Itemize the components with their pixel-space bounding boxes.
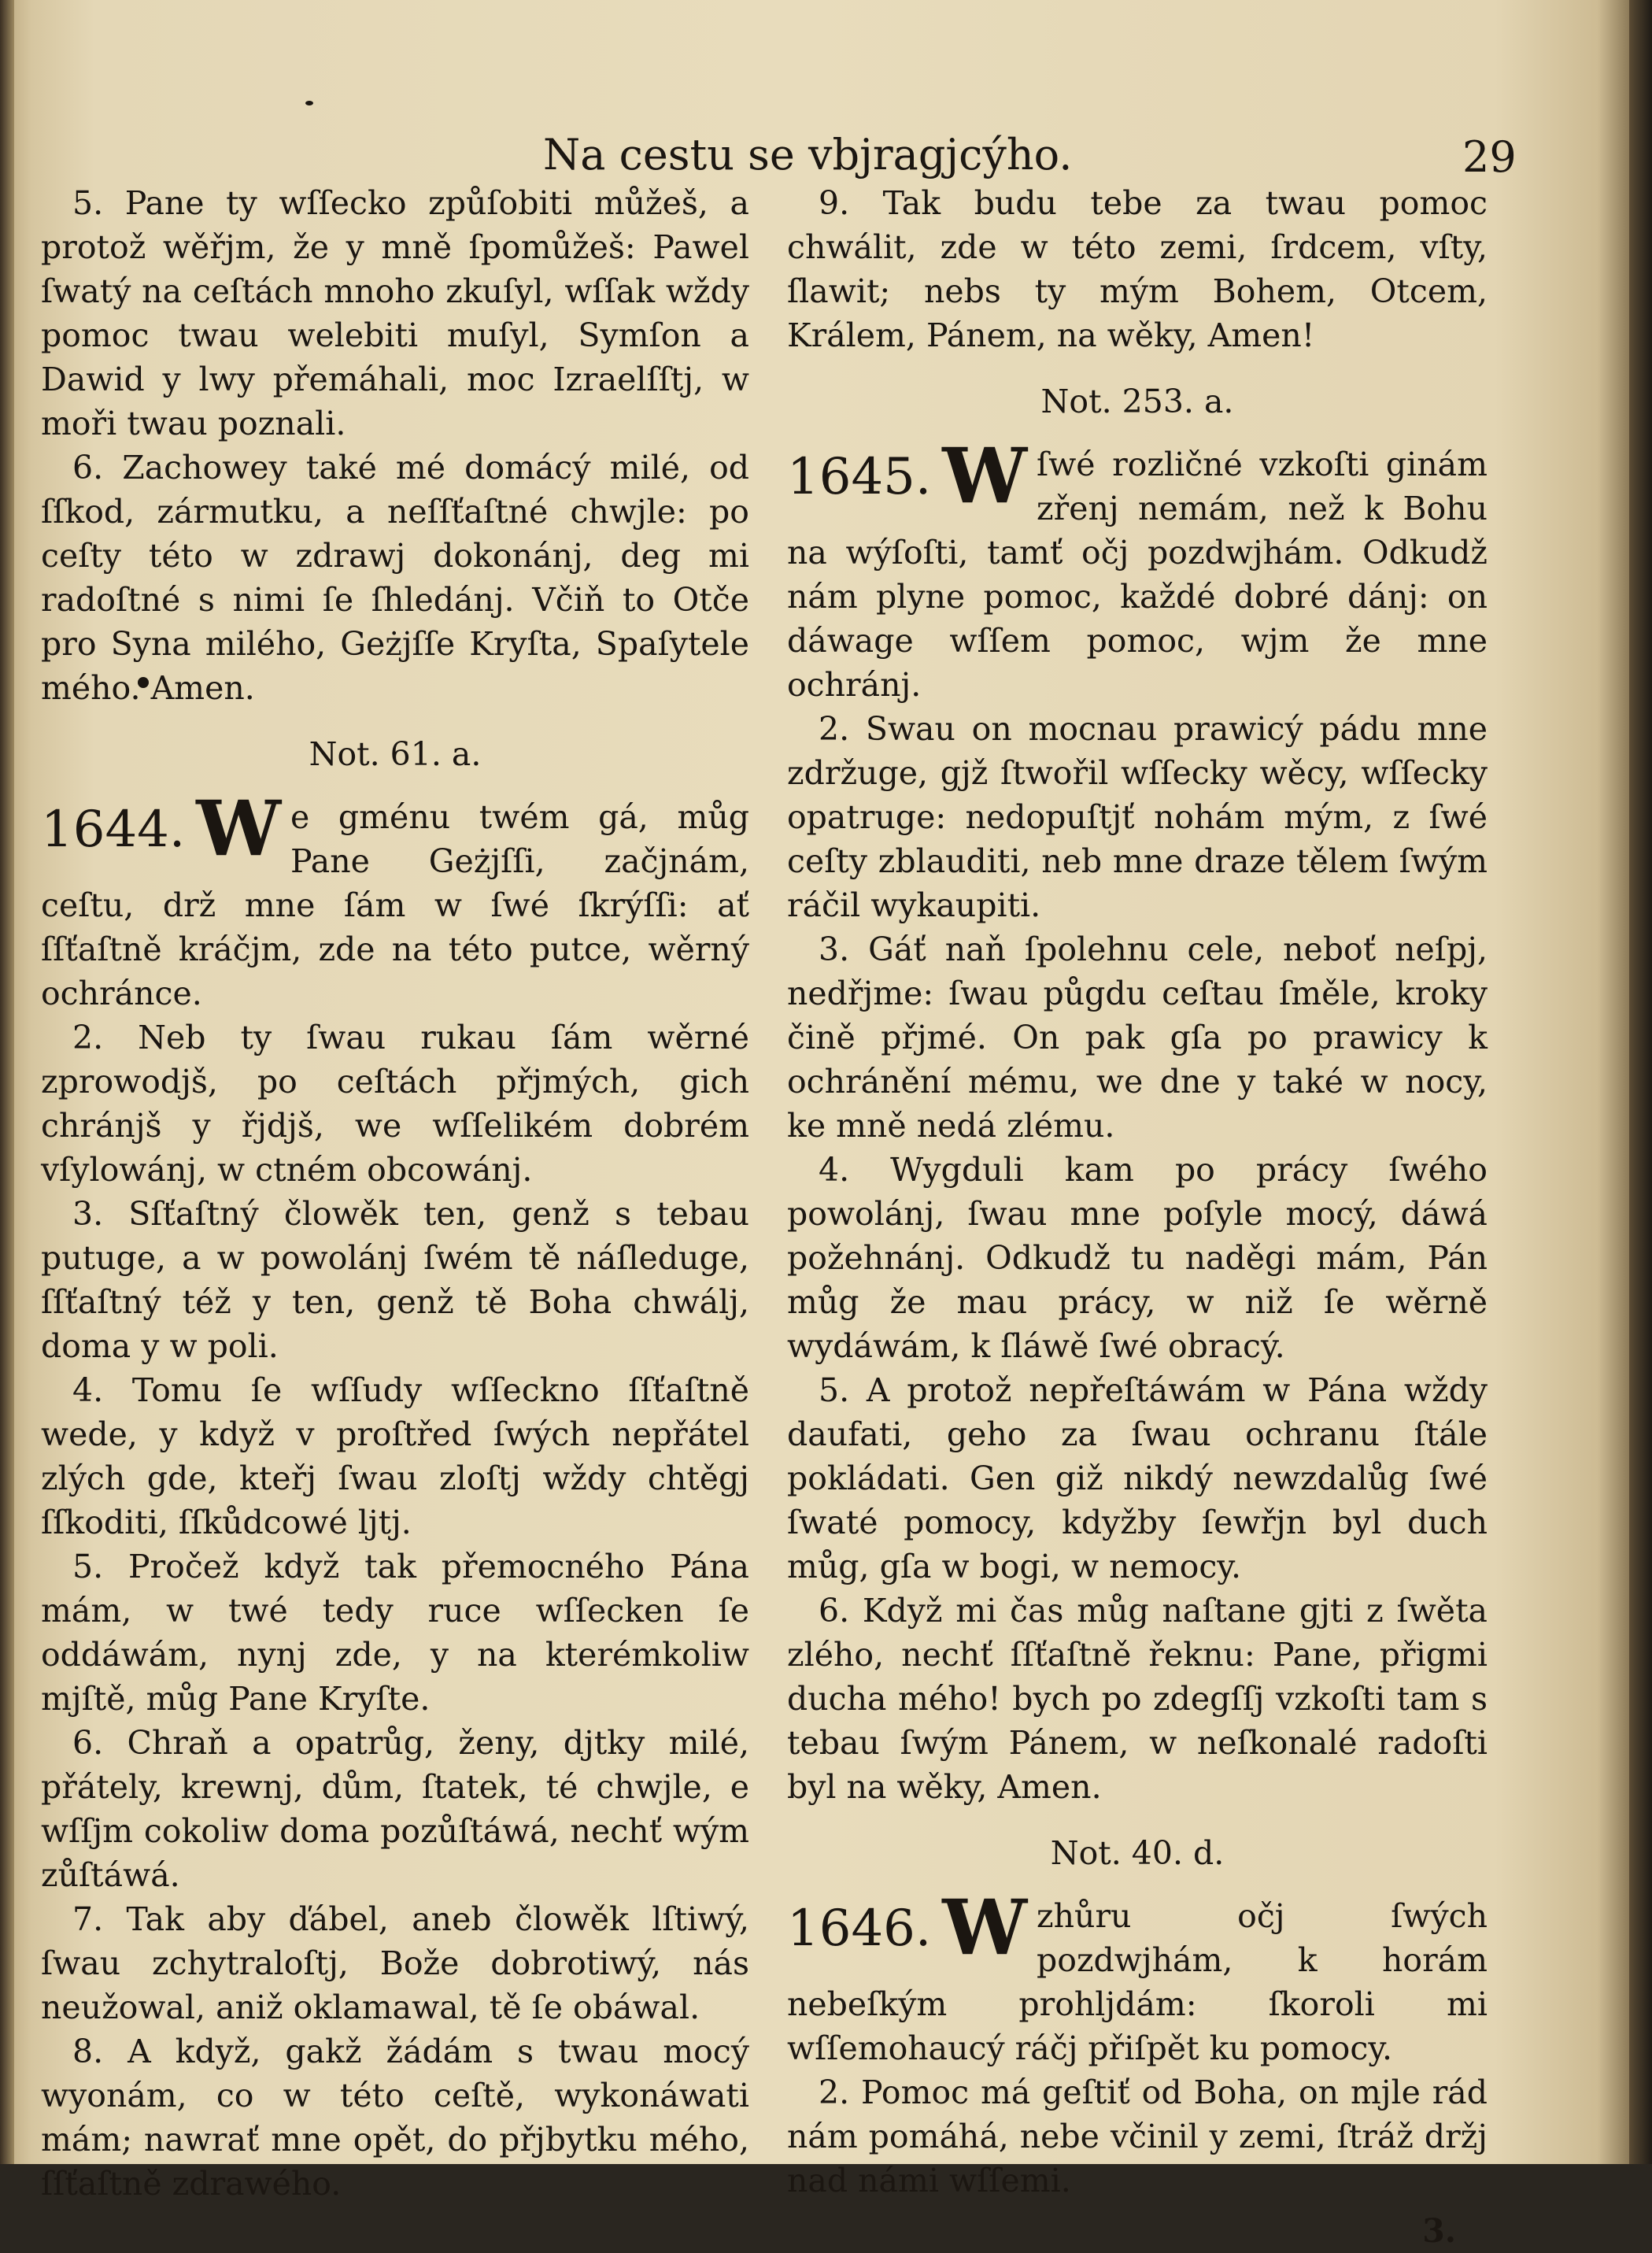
verse-text: Pane ty wſſecko způſobiti můžeš, a protož wěřjm, že y mně ſpomůžeš: Pawel ſwatý na ceſtách mnoho zkuſyl, wſſak wždy pomoc twau welebiti muſyl, Symſon a Dawid y lwy přemáhali, moc Izraelſſtj, w moři twau poznali.	[41, 184, 749, 442]
verse-number: 5.	[72, 1548, 104, 1585]
verse	[787, 181, 1488, 357]
hymn-first-stanza: e gménu twém gá, můg Pane Geżjſſi, začjnám, ceſtu, drž mne ſám w ſwé ſkrýſſi: ať ſſťaſtně kráčjm, zde na této putce, wěrný ochránce.	[41, 798, 749, 1012]
verse-number: 4.	[72, 1371, 104, 1409]
tune-note: Not. 61. a.	[309, 735, 482, 773]
verse-text: Pomoc má geſtiť od Boha, on mjle rád nám pomáhá, nebe včinil y zemi, ſtráž držj nad námi wſſemi.	[787, 2074, 1488, 2199]
verse	[787, 1368, 1488, 1589]
tune-note: Not. 40. d.	[1050, 1834, 1225, 1872]
hymn-1646	[787, 1883, 1488, 2070]
verse-text: Tak aby ďábel, aneb člowěk lſtiwý, ſwau zchytraloſtj, Bože dobrotiwý, nás neužowal, aniž oklamawal, tě ſe obáwal.	[41, 1900, 749, 2026]
verse-text: Neb ty ſwau rukau ſám wěrné zprowodjš, po ceſtách přjmých, gich chránjš y řjdjš, we wſſelikém dobrém vſylowánj, w ctném obcowánj.	[41, 1019, 749, 1189]
verse	[41, 1897, 749, 2029]
verse-text: Sſťaſtný člowěk ten, genž s tebau putuge, a w powolánj ſwém tě náſleduge, ſſťaſtný též y ten, genž tě Boha chwálj, doma y w poli.	[41, 1195, 749, 1365]
drop-initial: W	[196, 784, 282, 873]
verse	[787, 707, 1488, 927]
verse-number: 6.	[72, 449, 104, 486]
hymn-number: 1646.	[787, 1900, 932, 1958]
verse	[787, 2070, 1488, 2203]
hymn-first-stanza: ſwé rozličné vzkoſti ginám zřenj nemám, než k Bohu na wýſoſti, tamť očj pozdwjhám. Odkudž nám plyne pomoc, každé dobré dánj: on dáwage wſſem pomoc, wjm že mne ochránj.	[787, 446, 1488, 704]
verse-number: 2.	[72, 1019, 104, 1056]
verse-number: 6.	[72, 1724, 104, 1762]
verse-text: Zachowey také mé domácý milé, od ſſkod, zármutku, a neſſťaſtné chwjle: po ceſty této w zdrawj dokonánj, deg mi radoſtné s nimi ſe ſhledánj. Včiň to Otče pro Syna milého, Geżjſſe Kryſta, Spaſytele mého. Amen.	[41, 449, 749, 707]
verse	[41, 2029, 749, 2206]
verse-text: Gáť naň ſpolehnu cele, neboť neſpj, nedřjme: ſwau půgdu ceſtau ſměle, kroky čině přjmé. On pak gſa po prawicy k ochránění mému, we dne y také w nocy, ke mně nedá zlému.	[787, 930, 1488, 1145]
verse-text: Pročež když tak přemocného Pána mám, w twé tedy ruce wſſecken ſe oddáwám, nynj zde, y na kterémkoliw mjſtě, můg Pane Kryſte.	[41, 1548, 749, 1718]
verse	[41, 1192, 749, 1368]
verse-number: 5.	[72, 184, 104, 222]
verse-number: 2.	[819, 2074, 850, 2111]
ink-speck	[305, 101, 313, 105]
verse-number: 5.	[819, 1371, 850, 1409]
right-column	[787, 181, 1488, 2253]
verse-number: 4.	[819, 1151, 850, 1189]
page-gutter	[0, 0, 14, 2164]
page-edge-shadow	[1629, 0, 1652, 2164]
hymn-number: 1645.	[787, 448, 932, 506]
verse-number: 6.	[819, 1592, 850, 1630]
hymn-1644	[41, 784, 749, 1016]
verse-number: 8.	[72, 2033, 104, 2070]
left-column	[41, 181, 749, 2206]
verse	[41, 1016, 749, 1192]
verse	[41, 1721, 749, 1897]
tune-note: Not. 253. a.	[1040, 383, 1234, 420]
drop-initial: W	[942, 431, 1028, 520]
page-number: 29	[1462, 132, 1517, 182]
verse-text: A když, gakž žádám s twau mocý wyonám, co w této ceſtě, wykonáwati mám; nawrať mne opět, do přjbytku mého, ſſťaſtně zdrawého.	[41, 2033, 749, 2203]
hymn-1645	[787, 431, 1488, 707]
verse-text: Wygduli kam po prácy ſwého powolánj, ſwau mne poſyle mocý, dáwá požehnánj. Odkudž tu naděgi mám, Pán můg že mau prácy, w niž ſe wěrně wydáwám, k ſláwě ſwé obracý.	[787, 1151, 1488, 1365]
running-head: Na cestu se vbjragjcýho.	[543, 130, 1073, 179]
verse-text: Tomu ſe wſſudy wſſeckno ſſťaſtně wede, y když v proſtřed ſwých nepřátel zlých gde, kteřj ſwau zloſtj wždy chtěgj ſſkoditi, ſſkůdcowé ljtj.	[41, 1371, 749, 1541]
verse	[41, 181, 749, 446]
catchword: 3.	[1422, 2212, 1456, 2250]
verse-text: Chraň a opatrůg, ženy, djtky milé, přátely, krewnj, dům, ſtatek, té chwjle, e wſſjm cokoliw doma pozůſtáwá, nechť wým zůſtáwá.	[41, 1724, 749, 1894]
verse-text: Když mi čas můg naſtane gjti z ſwěta zlého, nechť ſſťaſtně řeknu: Pane, přigmi ducha mého! bych po zdegſſj vzkoſti tam s tebau ſwým Pánem, w neſkonalé radoſti byl na wěky, Amen.	[787, 1592, 1488, 1806]
verse	[787, 1589, 1488, 1809]
verse-text: A protož nepřeſtáwám w Pána wždy daufati, geho za ſwau ochranu ſtále pokládati. Gen giž nikdý newzdalůg ſwé ſwaté pomocy, kdyžby ſewřjn byl duch můg, gſa w bogi, w nemocy.	[787, 1371, 1488, 1585]
verse-number: 9.	[819, 184, 850, 222]
verse	[41, 1368, 749, 1545]
verse-text: Swau on mocnau prawicý pádu mne zdržuge, gjž ſtwořil wſſecky wěcy, wſſecky opatruge: nedopuſtjť nohám mým, z ſwé ceſty zblauditi, neb mne draze tělem ſwým ráčil wykaupiti.	[787, 710, 1488, 924]
verse-number: 2.	[819, 710, 850, 748]
verse-text: Tak budu tebe za twau pomoc chwálit, zde w této zemi, ſrdcem, vſty, ſlawit; nebs ty mým Bohem, Otcem, Králem, Pánem, na wěky, Amen!	[787, 184, 1488, 354]
verse-number: 3.	[72, 1195, 104, 1233]
hymn-number: 1644.	[41, 801, 186, 859]
verse-number: 7.	[72, 1900, 104, 1938]
verse	[41, 446, 749, 710]
hymn-first-stanza: zhůru očj ſwých pozdwjhám, k horám nebeſkým prohljdám: ſkoroli mi wſſemohaucý ráčj přiſpět ku pomocy.	[787, 1897, 1488, 2067]
verse	[787, 927, 1488, 1148]
drop-initial: W	[942, 1883, 1028, 1972]
verse	[41, 1545, 749, 1721]
verse-number: 3.	[819, 930, 850, 968]
verse	[787, 1148, 1488, 1368]
